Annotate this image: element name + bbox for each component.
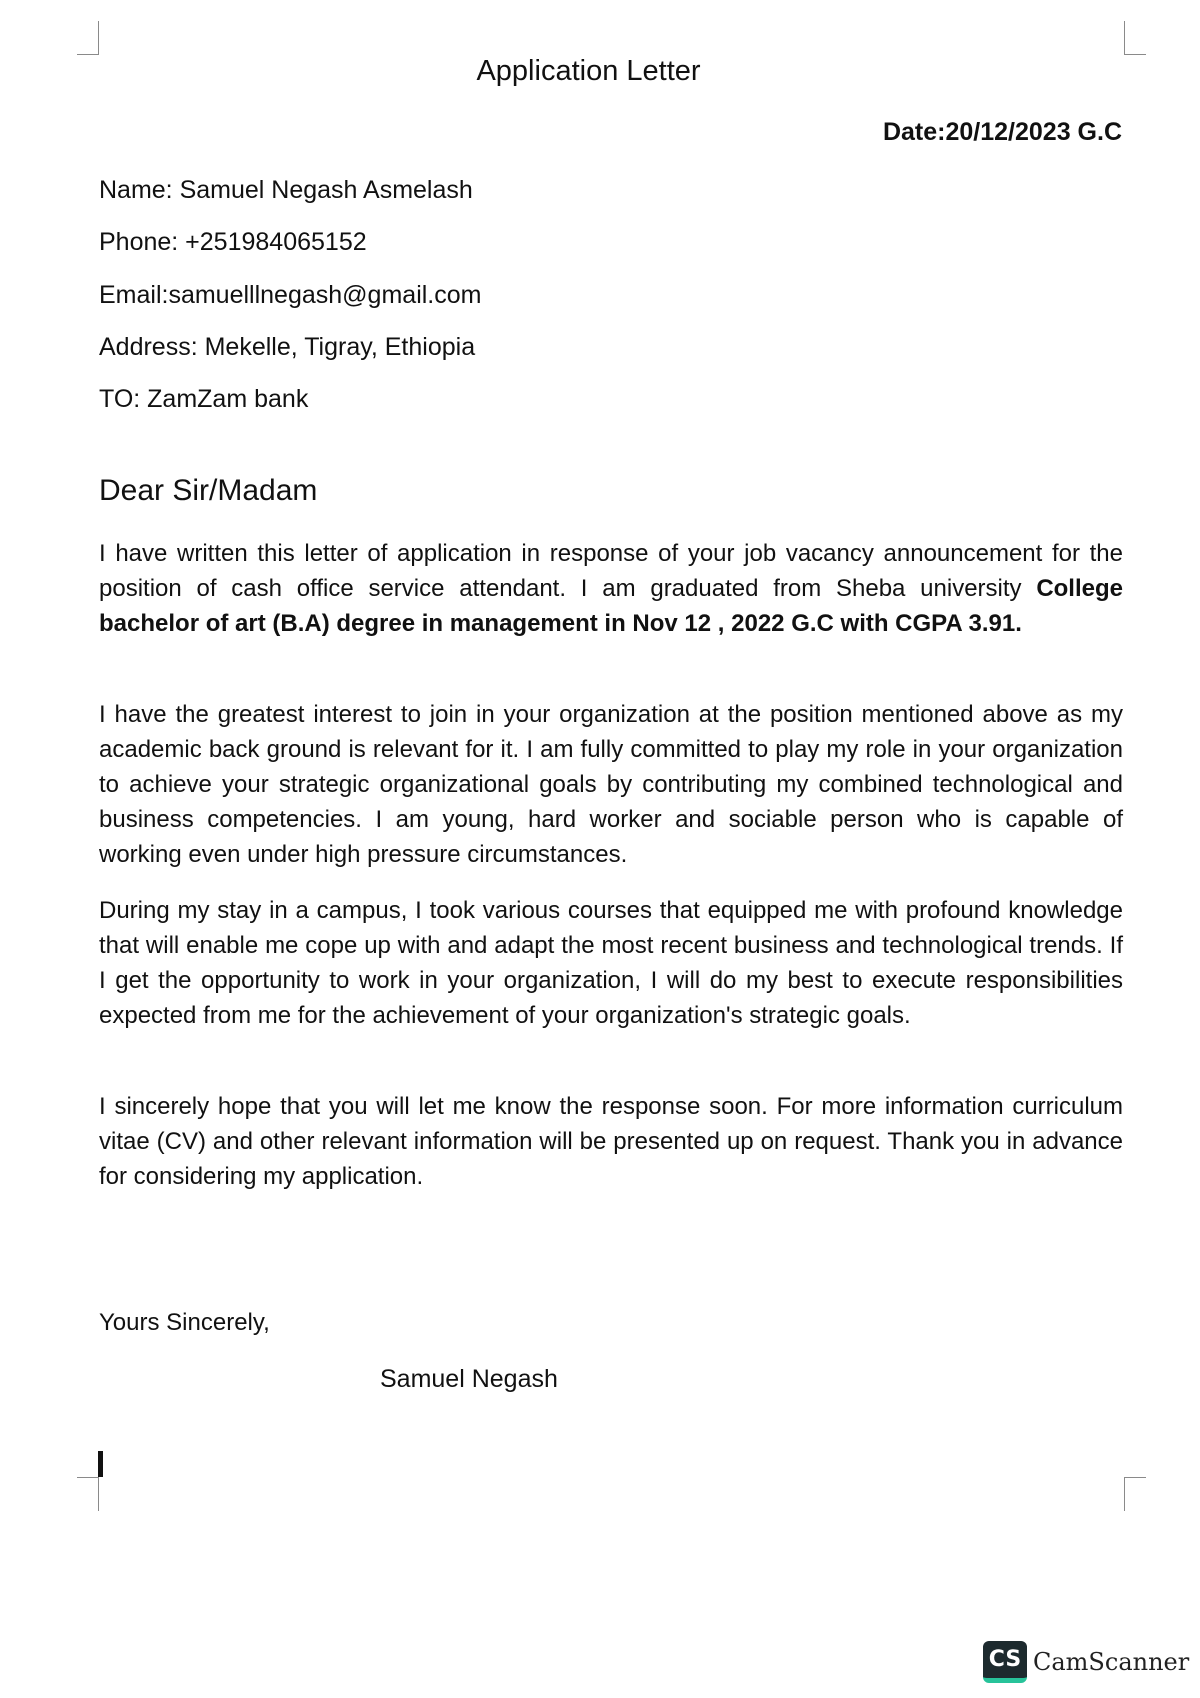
recipient: TO: ZamZam bank bbox=[99, 385, 309, 413]
bottom-left-margin-mark bbox=[77, 1477, 99, 1511]
applicant-phone: Phone: +251984065152 bbox=[99, 228, 367, 256]
document-title: Application Letter bbox=[476, 55, 701, 87]
bottom-right-margin-mark bbox=[1124, 1477, 1146, 1511]
top-right-margin-mark bbox=[1124, 21, 1146, 55]
paragraph-3: During my stay in a campus, I took various courses that equipped me with profound knowledge that will enable me cope up with and adapt the most recent business and technological trends. If I get the opportunity to work in your organization, I will do my best to execute responsibilities expected from me for the achievement of your organization's strategic goals. bbox=[99, 897, 1123, 1029]
camscanner-brand-text: CamScanner bbox=[1033, 1648, 1190, 1676]
top-left-margin-mark bbox=[77, 21, 99, 55]
camscanner-logo-icon: CS bbox=[983, 1641, 1027, 1683]
applicant-address: Address: Mekelle, Tigray, Ethiopia bbox=[99, 333, 476, 361]
paragraph-1-bold-text: College bachelor of art (B.A) degree in management in Nov 12 , 2022 G.C with CGPA 3.91. bbox=[99, 575, 1123, 637]
paragraph-1 bbox=[99, 536, 1123, 641]
applicant-email: Email:samuelllnegash@gmail.com bbox=[99, 281, 482, 309]
text-cursor bbox=[98, 1451, 103, 1477]
camscanner-watermark bbox=[983, 1641, 1189, 1683]
paragraph-2: I have the greatest interest to join in your organization at the position mentioned above as my academic back ground is relevant for it. I am fully committed to play my role in your organization to achieve your strategic organizational goals by contributing my combined technological and business competencies. I am young, hard worker and sociable person who is capable of working even under high pressure circumstances. bbox=[99, 701, 1123, 868]
applicant-name: Name: Samuel Negash Asmelash bbox=[99, 176, 473, 204]
paragraph-1-text: I have written this letter of application in response of your job vacancy announcement for the position of cash office service attendant. I am graduated from Sheba university bbox=[99, 540, 1123, 602]
letter-date: Date:20/12/2023 G.C bbox=[882, 118, 1122, 146]
paragraph-4: I sincerely hope that you will let me know the response soon. For more information curriculum vitae (CV) and other relevant information will be presented up on request. Thank you in advance for considering my application. bbox=[99, 1093, 1123, 1190]
signature-name: Samuel Negash bbox=[380, 1365, 558, 1393]
salutation: Dear Sir/Madam bbox=[99, 474, 318, 507]
closing: Yours Sincerely, bbox=[99, 1309, 270, 1336]
